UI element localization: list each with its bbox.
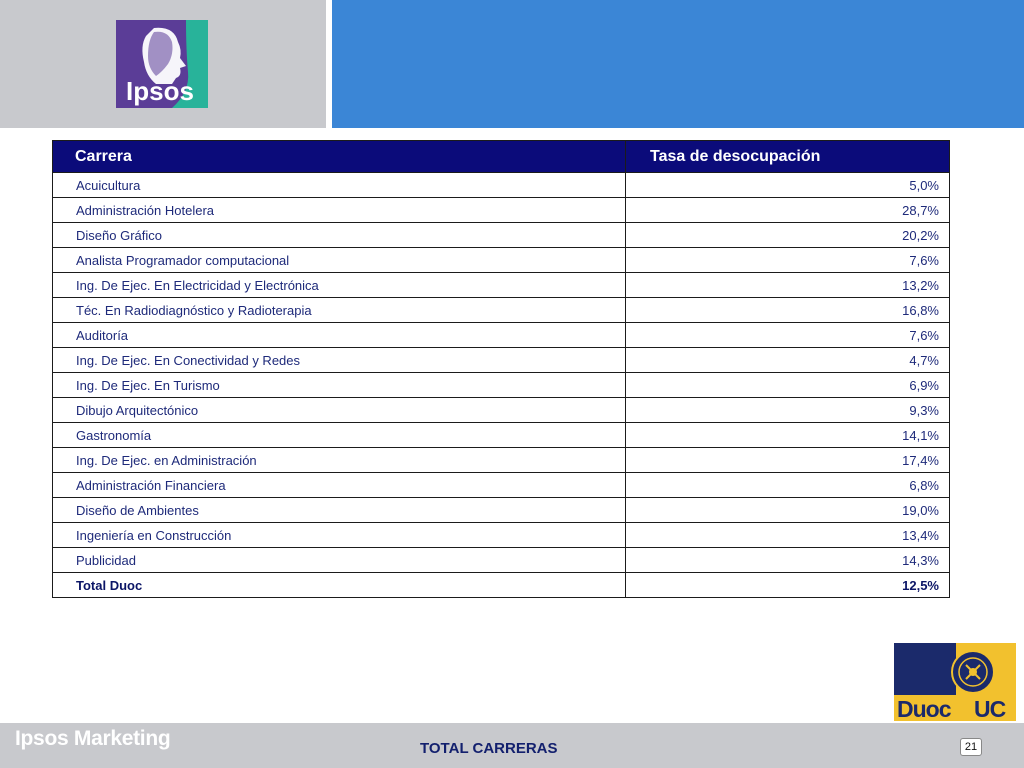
page-number: 21 (960, 738, 982, 756)
career-cell: Ingeniería en Construcción (53, 523, 626, 548)
table-row (53, 498, 950, 523)
career-cell: Administración Financiera (53, 473, 626, 498)
careers-table (52, 140, 950, 598)
table-row (53, 298, 950, 323)
rate-cell: 16,8% (626, 298, 950, 323)
ipsos-logo-text: Ipsos (126, 76, 194, 106)
table-row (53, 473, 950, 498)
career-cell: Diseño de Ambientes (53, 498, 626, 523)
career-cell: Auditoría (53, 323, 626, 348)
duoc-seal-icon (952, 651, 994, 693)
table-row (53, 348, 950, 373)
career-cell: Ing. De Ejec. En Turismo (53, 373, 626, 398)
ipsos-logo (116, 20, 208, 108)
career-cell: Diseño Gráfico (53, 223, 626, 248)
table-row (53, 248, 950, 273)
career-cell: Dibujo Arquitectónico (53, 398, 626, 423)
rate-cell: 19,0% (626, 498, 950, 523)
table-row (53, 198, 950, 223)
table-row (53, 223, 950, 248)
slide-title: TOTAL CARRERAS (420, 740, 558, 757)
rate-cell: 4,7% (626, 348, 950, 373)
rate-cell: 9,3% (626, 398, 950, 423)
table-header-row (53, 141, 950, 173)
rate-cell: 13,2% (626, 273, 950, 298)
footer-brand: Ipsos Marketing (15, 727, 171, 750)
duoc-logo-text-uc: UC (974, 696, 1006, 721)
career-cell: Publicidad (53, 548, 626, 573)
rate-cell: 7,6% (626, 323, 950, 348)
career-cell: Administración Hotelera (53, 198, 626, 223)
header-blue-panel (332, 0, 1024, 128)
rate-cell: 28,7% (626, 198, 950, 223)
rate-cell: 7,6% (626, 248, 950, 273)
duoc-logo-text: Duoc (897, 696, 951, 721)
career-cell: Téc. En Radiodiagnóstico y Radioterapia (53, 298, 626, 323)
total-row (53, 573, 950, 598)
career-cell: Ing. De Ejec. En Conectividad y Redes (53, 348, 626, 373)
total-rate: 12,5% (626, 573, 950, 598)
rate-cell: 20,2% (626, 223, 950, 248)
footer-bar (0, 723, 1024, 768)
rate-cell: 5,0% (626, 173, 950, 198)
table-row (53, 373, 950, 398)
table-row (53, 448, 950, 473)
column-header-career: Carrera (53, 141, 626, 173)
rate-cell: 6,9% (626, 373, 950, 398)
rate-cell: 13,4% (626, 523, 950, 548)
table-row (53, 423, 950, 448)
career-cell: Gastronomía (53, 423, 626, 448)
rate-cell: 6,8% (626, 473, 950, 498)
career-cell: Analista Programador computacional (53, 248, 626, 273)
career-cell: Ing. De Ejec. En Electricidad y Electrónica (53, 273, 626, 298)
duoc-uc-logo (894, 643, 1016, 721)
column-header-rate: Tasa de desocupación (626, 141, 950, 173)
career-cell: Ing. De Ejec. en Administración (53, 448, 626, 473)
table-row (53, 273, 950, 298)
rate-cell: 17,4% (626, 448, 950, 473)
table-row (53, 398, 950, 423)
career-cell: Acuicultura (53, 173, 626, 198)
rate-cell: 14,3% (626, 548, 950, 573)
table-row (53, 323, 950, 348)
table-row (53, 173, 950, 198)
table-row (53, 523, 950, 548)
table-row (53, 548, 950, 573)
rate-cell: 14,1% (626, 423, 950, 448)
total-label: Total Duoc (53, 573, 626, 598)
